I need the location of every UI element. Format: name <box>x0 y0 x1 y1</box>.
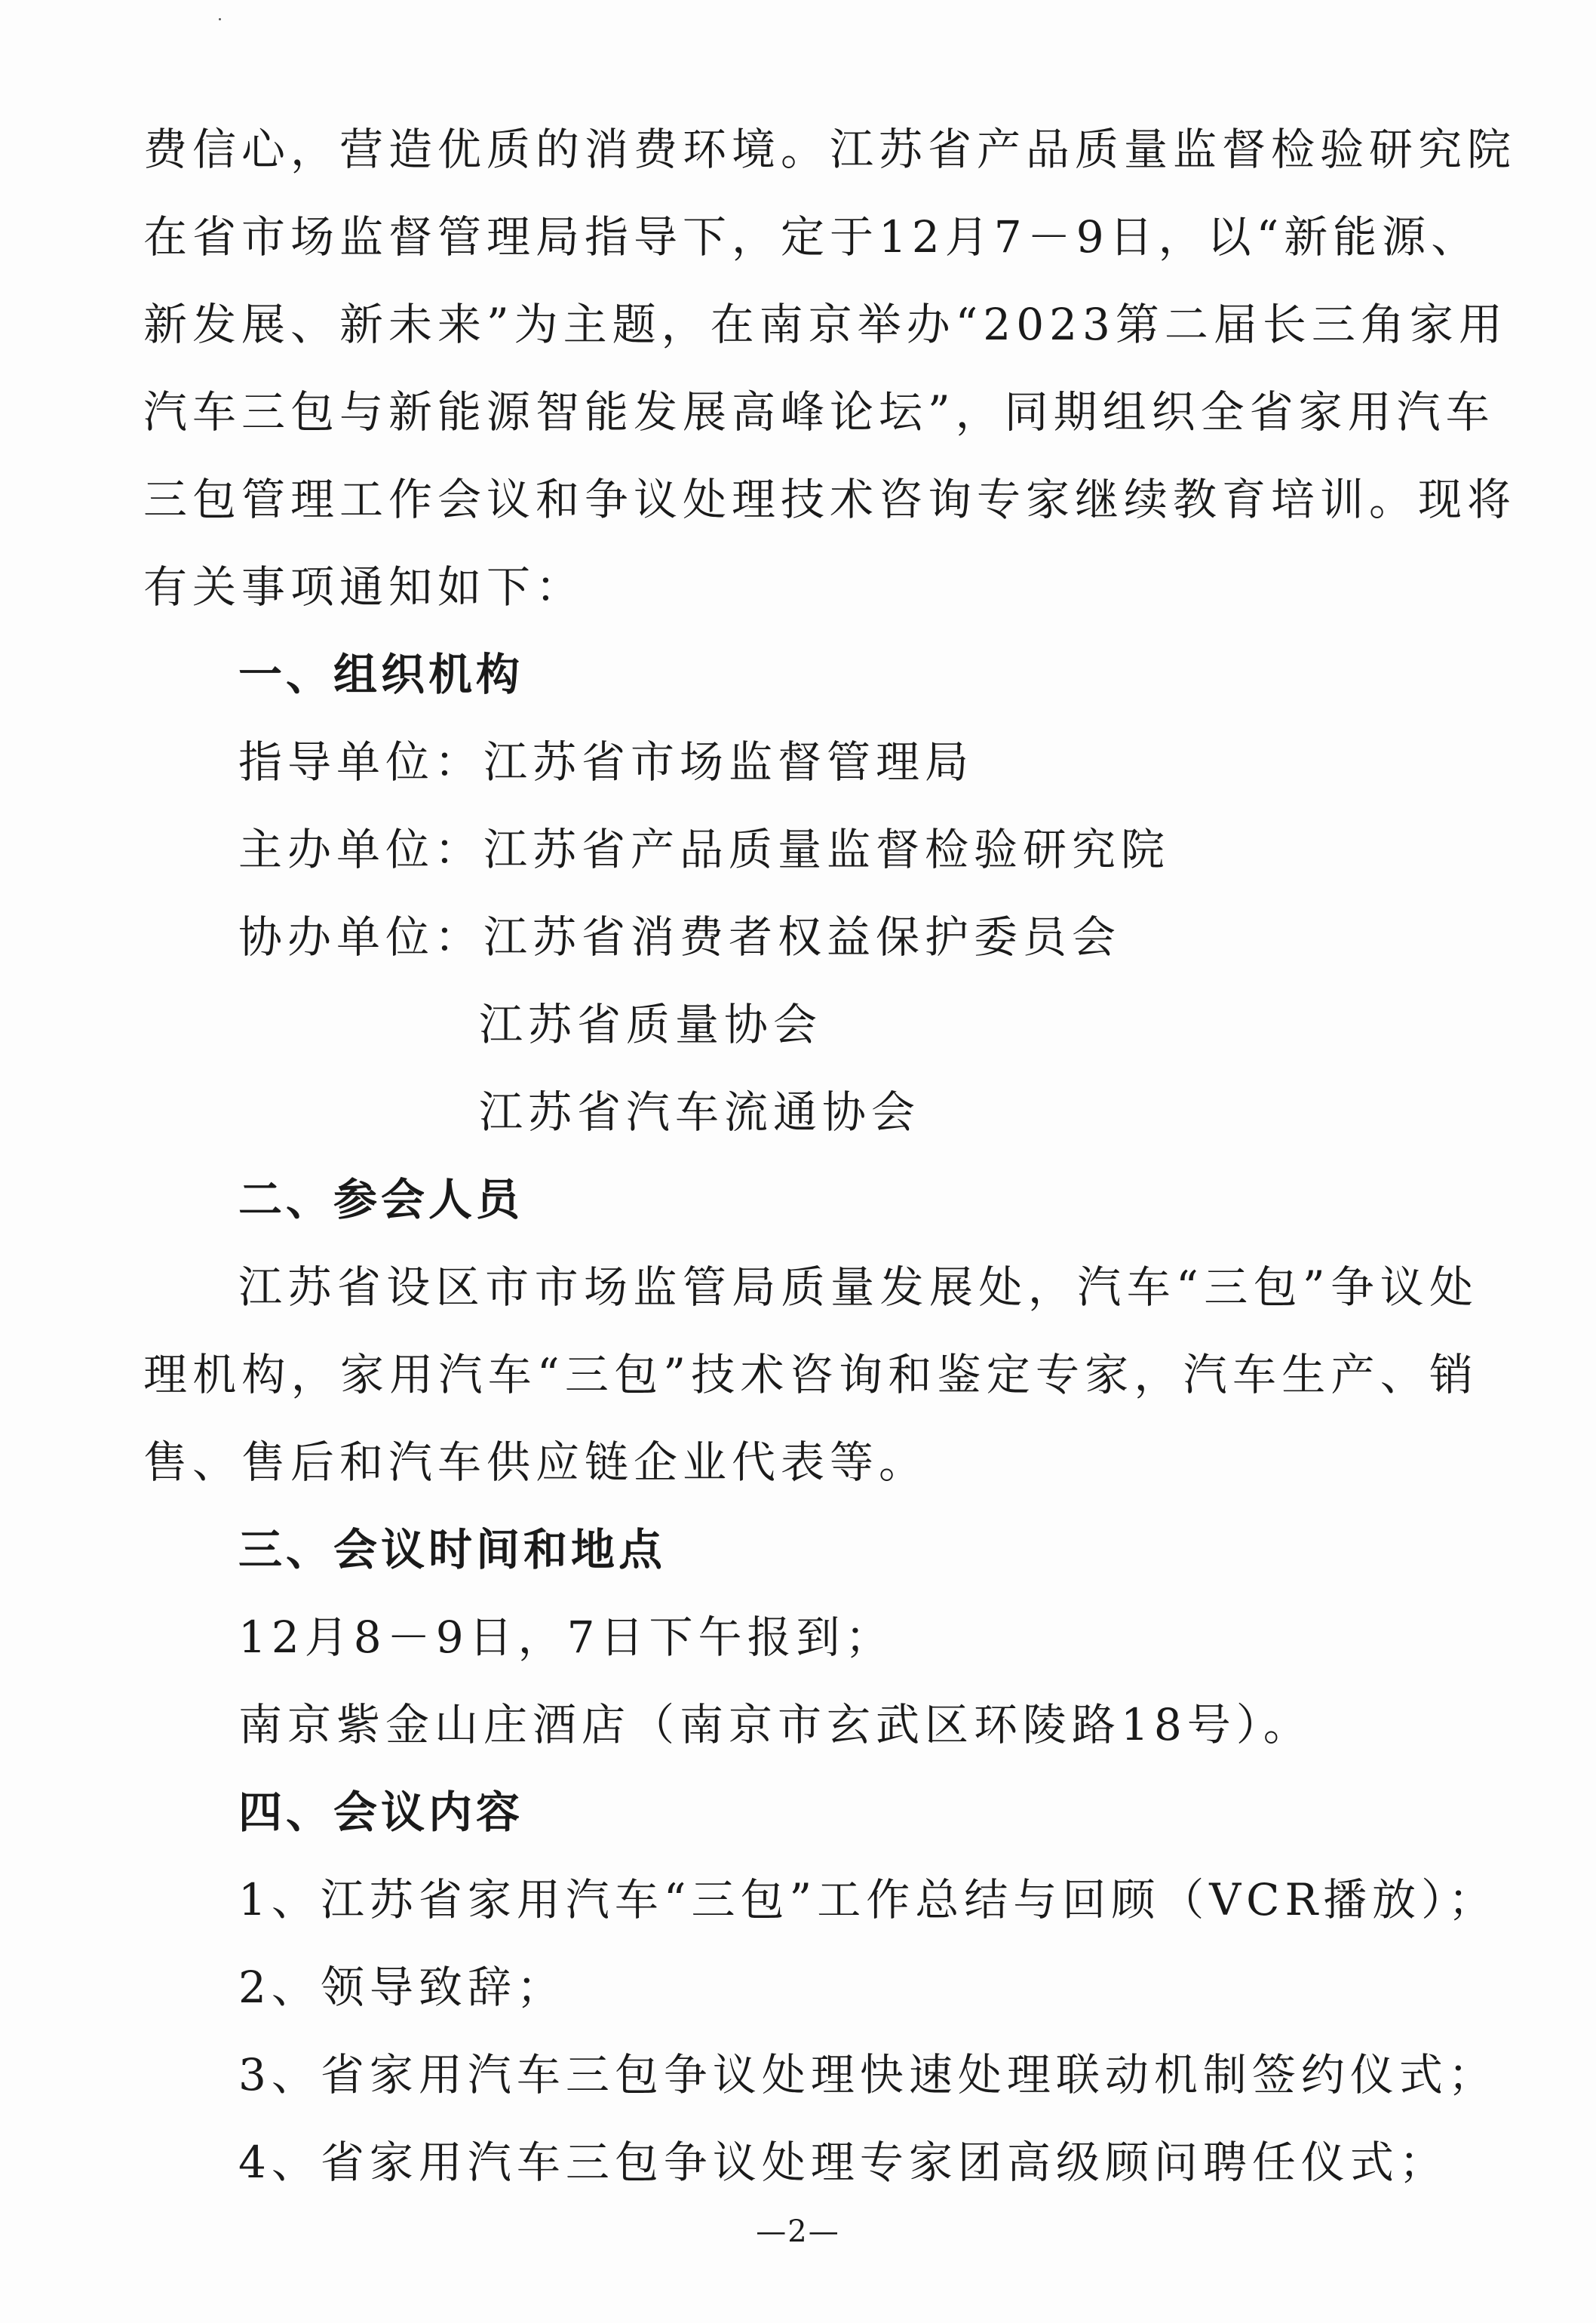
participants-line: 理机构，家用汽车“三包”技术咨询和鉴定专家，汽车生产、销 <box>143 1349 1478 1400</box>
intro-line: 汽车三包与新能源智能发展高峰论坛”，同期组织全省家用汽车 <box>143 386 1495 438</box>
content-item: 3、省家用汽车三包争议处理快速处理联动机制签约仪式； <box>238 2049 1497 2100</box>
co-organizer-unit-extra: 江苏省质量协会 <box>479 999 823 1050</box>
co-organizer-unit: 协办单位：江苏省消费者权益保护委员会 <box>238 911 1122 963</box>
intro-line: 费信心，营造优质的消费环境。江苏省产品质量监督检验研究院 <box>143 124 1517 175</box>
meeting-place: 南京紫金山庄酒店（南京市玄武区环陵路18号）。 <box>238 1699 1312 1750</box>
section-heading-organization: 一、组织机构 <box>238 649 524 700</box>
document-body <box>143 106 1517 2206</box>
host-unit: 主办单位：江苏省产品质量监督检验研究院 <box>238 824 1171 875</box>
participants-line: 江苏省设区市市场监管局质量发展处，汽车“三包”争议处 <box>238 1261 1478 1313</box>
section-heading-participants: 二、参会人员 <box>238 1174 524 1225</box>
intro-line: 有关事项通知如下： <box>143 561 585 613</box>
intro-line: 三包管理工作会议和争议处理技术咨询专家继续教育培训。现将 <box>143 474 1517 525</box>
scan-speck <box>219 18 221 20</box>
guide-unit: 指导单位：江苏省市场监督管理局 <box>238 736 974 788</box>
page-number: —2— <box>756 2214 840 2249</box>
section-heading-content: 四、会议内容 <box>238 1787 524 1838</box>
section-heading-time-place: 三、会议时间和地点 <box>238 1524 667 1575</box>
content-item: 4、省家用汽车三包争议处理专家团高级顾问聘任仪式； <box>238 2137 1448 2188</box>
meeting-time: 12月8－9日，7日下午报到； <box>238 1612 895 1663</box>
participants-line: 售、售后和汽车供应链企业代表等。 <box>143 1437 928 1488</box>
content-item: 1、江苏省家用汽车“三包”工作总结与回顾（VCR播放）； <box>238 1874 1498 1925</box>
intro-line: 新发展、新未来”为主题，在南京举办“2023第二届长三角家用 <box>143 299 1508 350</box>
intro-line: 在省市场监督管理局指导下，定于12月7－9日，以“新能源、 <box>143 211 1481 263</box>
content-item: 2、领导致辞； <box>238 1962 566 2013</box>
co-organizer-unit-extra: 江苏省汽车流通协会 <box>479 1086 921 1138</box>
